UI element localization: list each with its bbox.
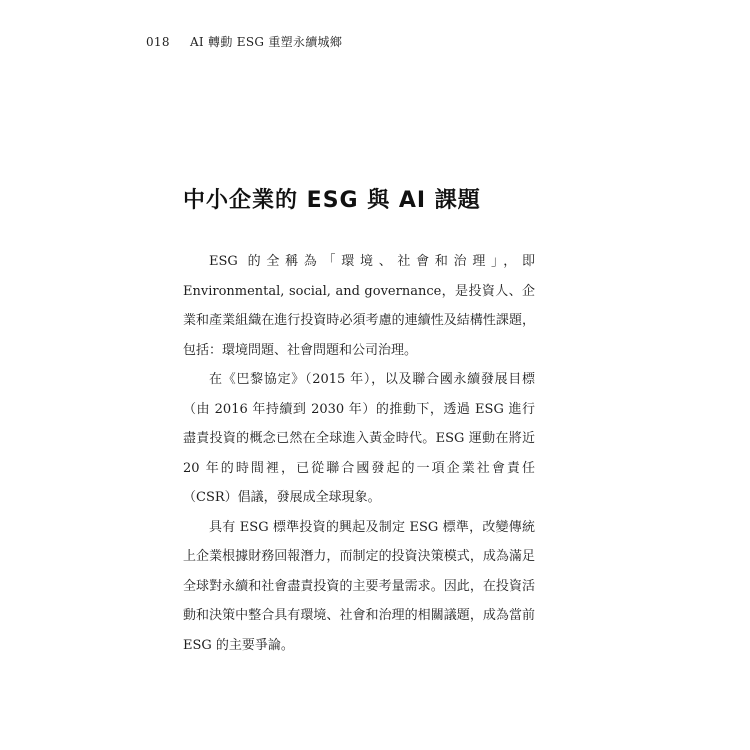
section-title: 中小企業的 ESG 與 AI 課題 [183,187,481,213]
paragraph: 在《巴黎協定》（2015 年），以及聯合國永續發展目標（由 2016 年持續到 2030 年）的推動下，透過 ESG 進行盡責投資的概念已然在全球進入黃金時代。ESG 運動在將近 20 年的時間裡，已從聯合國發起的一項企業社會責任（CSR）倡議，發展成全球現象。 [183,372,535,505]
paragraph: ESG 的全稱為「環境、社會和治理」，即 Environmental, social, and governance，是投資人、企業和產業組織在進行投資時必須考慮的連續性及結構性課題，包括：環境問題、社會問題和公司治理。 [183,254,535,358]
running-header [146,33,342,50]
paragraph: 具有 ESG 標準投資的興起及制定 ESG 標準，改變傳統上企業根據財務回報潛力，而制定的投資決策模式，成為滿足全球對永續和社會盡責投資的主要考量需求。因此，在投資活動和決策中整合具有環境、社會和治理的相關議題，成為當前 ESG 的主要爭論。 [183,519,535,653]
body-text [183,247,535,660]
book-title: AI 轉動 ESG 重塑永續城鄉 [189,35,343,49]
page-number: 018 [146,35,170,49]
